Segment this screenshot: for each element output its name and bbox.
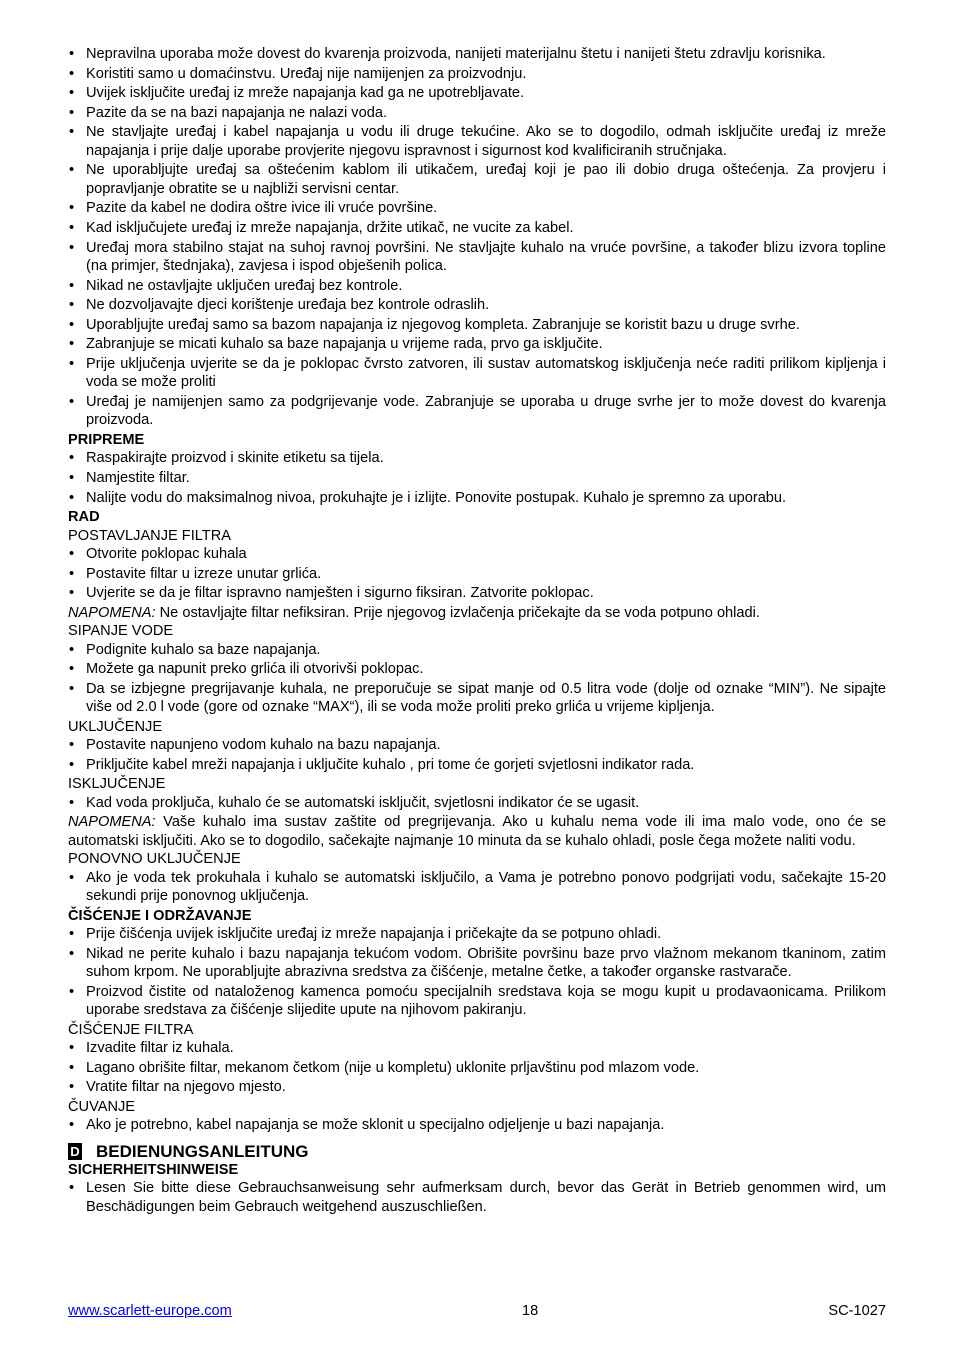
list-item: • Nikad ne perite kuhalo i bazu napajanja tekućom vodom. Obrišite površinu baze prvo vlažnom mekanom tkaninom, zatim suhom krpom. Ne uporabljujte abrazivna sredstva za čišćenje, metalne četke, a također organske rastvarače. <box>68 945 886 982</box>
section-title: BEDIENUNGSANLEITUNG <box>96 1141 309 1161</box>
rad-heading: RAD <box>68 509 100 526</box>
list-item: • Koristiti samo u domaćinstvu. Uređaj nije namijenjen za proizvodnju. <box>68 65 886 83</box>
german-sub-heading: SICHERHEITSHINWEISE <box>68 1161 239 1178</box>
list-item: • Ne stavljajte uređaj i kabel napajanja u vodu ili druge tekućine. Ako se to dogodilo, odmah isključite uređaj iz mreže napajanja i prije dalje uporabe provjerite njegovu ispravnost i sigurnost kod kvalificiranih stručnjaka. <box>68 123 886 160</box>
ciscenje-filtra-list <box>68 1039 886 1097</box>
filtar-list <box>68 545 886 603</box>
list-item: • Raspakirajte proizvod i skinite etiketu sa tijela. <box>68 449 886 467</box>
website-link[interactable]: www.scarlett-europe.com <box>68 1303 232 1319</box>
sipanje-heading: SIPANJE VODE <box>68 623 174 640</box>
ukljucenje-list <box>68 736 886 774</box>
pripreme-list <box>68 449 886 507</box>
ponovno-heading: PONOVNO UKLJUČENJE <box>68 851 241 868</box>
list-item: • Vratite filtar na njegovo mjesto. <box>68 1078 886 1096</box>
manual-page <box>68 45 886 1217</box>
ciscenje-list <box>68 925 886 1019</box>
cuvanje-list <box>68 1116 886 1134</box>
list-item: • Postavite napunjeno vodom kuhalo na bazu napajanja. <box>68 736 886 754</box>
note-filtar <box>68 604 886 622</box>
ukljucenje-heading: UKLJUČENJE <box>68 718 163 735</box>
note-label: NAPOMENA: <box>68 604 156 621</box>
list-item: • Kad isključujete uređaj iz mreže napajanja, držite utikač, ne vucite za kabel. <box>68 219 886 237</box>
list-item: • Uvijek isključite uređaj iz mreže napajanja kad ga ne upotrebljavate. <box>68 84 886 102</box>
list-item: • Ako je voda tek prokuhala i kuhalo se automatski isključilo, a Vama je potrebno ponovo podgrijati vodu, sačekajte 15-20 sekundi prije ponovnog uključenja. <box>68 869 886 906</box>
list-item: • Priključite kabel mreži napajanja i uključite kuhalo , pri tome će gorjeti svjetlosni indikator rada. <box>68 756 886 774</box>
list-item: • Ako je potrebno, kabel napajanja se može sklonit u specijalno odjeljenje u bazi napajanja. <box>68 1116 886 1134</box>
ciscenje-heading: ČIŠĆENJE I ODRŽAVANJE <box>68 907 252 924</box>
list-item: • Uređaj je namijenjen samo za podgrijevanje vode. Zabranjuje se uporaba u druge svrhe jer to može dovest do kvarenja proizvoda. <box>68 393 886 430</box>
list-item: • Proizvod čistite od nataloženog kamenca pomoću specijalnih sredstava koja se mogu kupit u prodavaonicama. Prilikom uporabe sredstava za čišćenje slijedite upute na njihovom pakiranju. <box>68 983 886 1020</box>
list-item: • Možete ga napunit preko grlića ili otvorivši poklopac. <box>68 660 886 678</box>
list-item: • Pazite da se na bazi napajanja ne nalazi voda. <box>68 104 886 122</box>
list-item: • Zabranjuje se micati kuhalo sa baze napajanja u vrijeme rada, prvo ga isključite. <box>68 335 886 353</box>
ponovno-list <box>68 869 886 906</box>
ciscenje-filtra-heading: ČIŠĆENJE FILTRA <box>68 1021 194 1038</box>
list-item: • Nalijte vodu do maksimalnog nivoa, prokuhajte je i izlijte. Ponovite postupak. Kuhalo je spremno za uporabu. <box>68 489 886 507</box>
list-item: • Uvjerite se da je filtar ispravno namješten i sigurno fiksiran. Zatvorite poklopac. <box>68 584 886 602</box>
iskljucenje-list <box>68 794 886 812</box>
list-item: • Uređaj mora stabilno stajat na suhoj ravnoj površini. Ne stavljajte kuhalo na vruće površine, a također blizu izvora topline (na primjer, štednjaka), zavjesa i ispod obješenih polica. <box>68 239 886 276</box>
list-item: • Postavite filtar u izreze unutar grlića. <box>68 565 886 583</box>
list-item: • Pazite da kabel ne dodira oštre ivice ili vruće površine. <box>68 199 886 217</box>
note-text: Ne ostavljajte filtar nefiksiran. Prije njegovog izvlačenja pričekajte da se voda potpuno ohladi. <box>155 604 760 621</box>
german-list <box>68 1179 886 1216</box>
list-item: • Podignite kuhalo sa baze napajanja. <box>68 641 886 659</box>
pripreme-heading: PRIPREME <box>68 431 145 448</box>
language-badge: D <box>68 1143 82 1160</box>
note-text: Vaše kuhalo ima sustav zaštite od pregrijevanja. Ako u kuhalu nema vode ili ima malo vode, ono će se automatski isključiti. Ako se to dogodilo, sačekajte najmanje 10 minuta da se kuhalo ohladi, posle čega možete naliti vodu. <box>68 814 886 849</box>
sipanje-list <box>68 641 886 717</box>
list-item: • Kad voda proključa, kuhalo će se automatski isključit, svjetlosni indikator će se ugasit. <box>68 794 886 812</box>
list-item: • Nikad ne ostavljajte uključen uređaj bez kontrole. <box>68 277 886 295</box>
list-item: • Prije čišćenja uvijek isključite uređaj iz mreže napajanja i pričekajte da se potpuno ohladi. <box>68 925 886 943</box>
note-pregrijavanje <box>68 813 886 850</box>
list-item: • Da se izbjegne pregrijavanje kuhala, ne preporučuje se sipat manje od 0.5 litra vode (dolje od oznake “MIN”). Ne sipajte više od 2.0 l vode (gore od oznake “MAX“), ili se voda može proliti preko grlića u vrijeme kipljenja. <box>68 680 886 717</box>
list-item: • Uporabljujte uređaj samo sa bazom napajanja iz njegovog kompleta. Zabranjuje se koristit bazu u druge svrhe. <box>68 316 886 334</box>
filtar-heading: POSTAVLJANJE FILTRA <box>68 527 231 544</box>
page-footer <box>68 1303 886 1319</box>
cuvanje-heading: ČUVANJE <box>68 1098 136 1115</box>
page-number: 18 <box>522 1303 539 1319</box>
model-number: SC-1027 <box>828 1303 886 1319</box>
iskljucenje-heading: ISKLJUČENJE <box>68 776 166 793</box>
list-item: • Lesen Sie bitte diese Gebrauchsanweisung sehr aufmerksam durch, bevor das Gerät in Betrieb genommen wird, um Beschädigungen beim Gebrauch weitgehend auszuschließen. <box>68 1179 886 1216</box>
list-item: • Izvadite filtar iz kuhala. <box>68 1039 886 1057</box>
list-item: • Ne dozvoljavajte djeci korištenje uređaja bez kontrole odraslih. <box>68 296 886 314</box>
safety-list <box>68 45 886 430</box>
list-item: • Ne uporabljujte uređaj sa oštećenim kablom ili utikačem, uređaj koji je pao ili dobio druga oštećenja. Za provjeru i popravljanje obratite se u najbliži servisni centar. <box>68 161 886 198</box>
list-item: • Nepravilna uporaba može dovest do kvarenja proizvoda, nanijeti materijalnu štetu i nanijeti štetu zdravlju korisnika. <box>68 45 886 63</box>
list-item: • Prije uključenja uvjerite se da je poklopac čvrsto zatvoren, ili sustav automatskog isključenja neće raditi prilikom kipljenja i voda se može proliti <box>68 355 886 392</box>
german-section-header <box>68 1143 886 1161</box>
list-item: • Namjestite filtar. <box>68 469 886 487</box>
list-item: • Lagano obrišite filtar, mekanom četkom (nije u kompletu) uklonite prljavštinu pod mlazom vode. <box>68 1059 886 1077</box>
note-label: NAPOMENA: <box>68 814 156 831</box>
list-item: • Otvorite poklopac kuhala <box>68 545 886 563</box>
